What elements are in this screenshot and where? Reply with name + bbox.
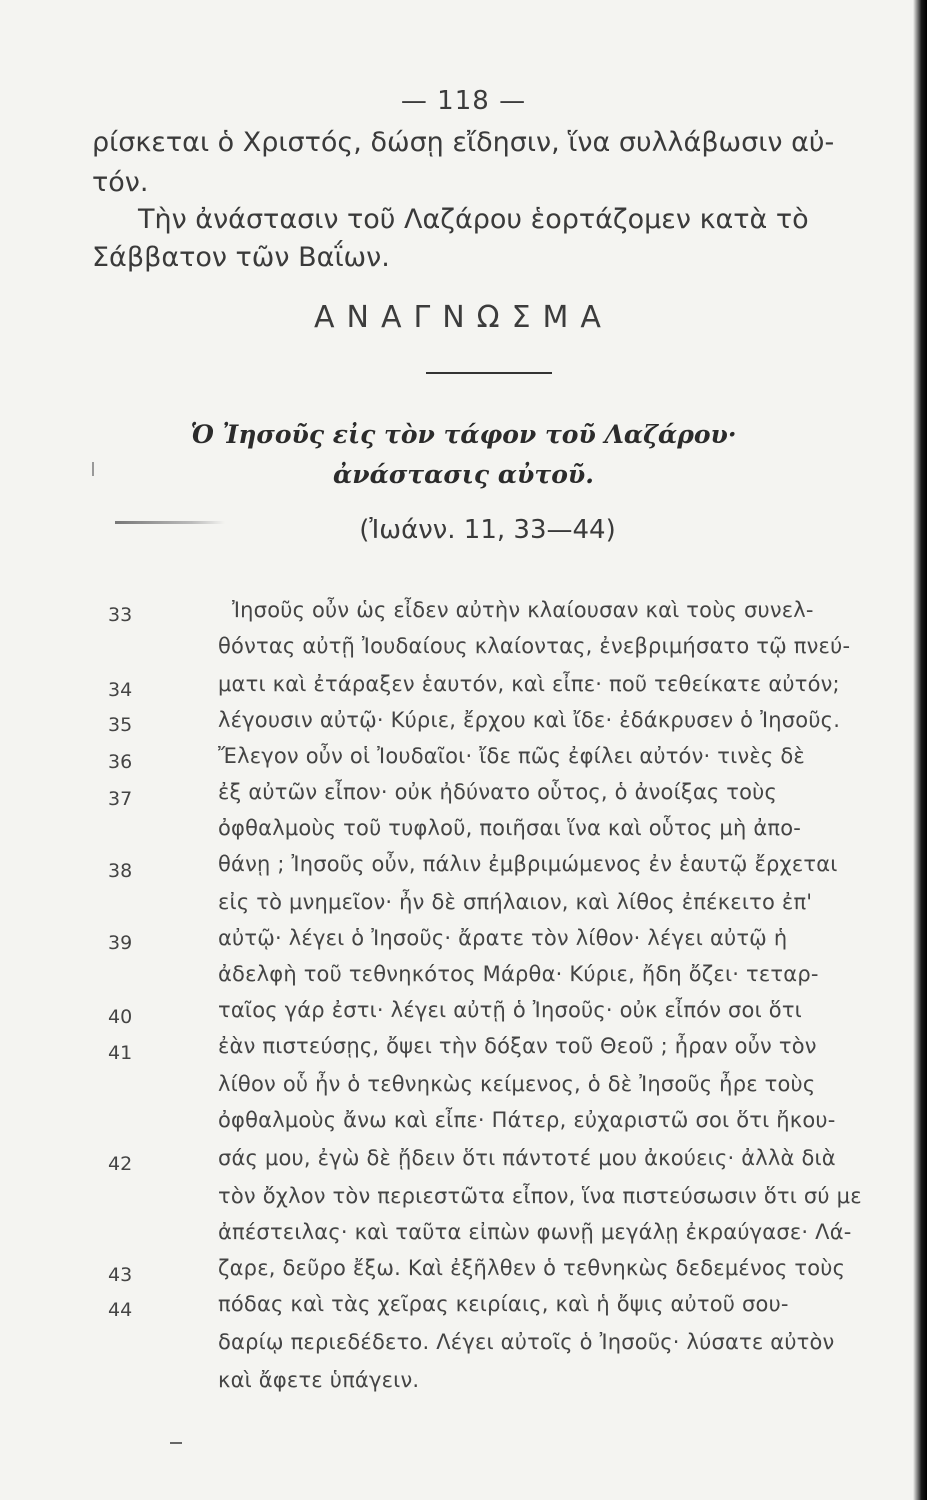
body-line: καὶ ἄφετε ὑπάγειν. (218, 1368, 420, 1392)
body-line: λίθον οὗ ἦν ὁ τεθνηκὼς κείμενος, ὁ δὲ Ἰησοῦς ἦρε τοὺς (218, 1072, 816, 1096)
intro-line: Σάββατον τῶν Βαΐων. (92, 242, 390, 273)
scripture-reference: (Ἰωάνν. 11, 33—44) (359, 515, 616, 545)
body-line: θάνῃ ; Ἰησοῦς οὖν, πάλιν ἐμβριμώμενος ἐν ἑαυτῷ ἔρχεται (218, 852, 838, 876)
verse-number: 35 (108, 714, 133, 736)
body-line: ματι καὶ ἐτάραξεν ἑαυτόν, καὶ εἶπε· ποῦ τεθείκατε αὐτόν; (218, 672, 840, 696)
intro-line: τόν. (92, 167, 149, 198)
body-line: θόντας αὐτῇ Ἰουδαίους κλαίοντας, ἐνεβριμήσατο τῷ πνεύ- (218, 634, 851, 658)
body-line: ζαρε, δεῦρο ἔξω. Καὶ ἐξῆλθεν ὁ τεθνηκὼς δεδεμένος τοὺς (218, 1256, 846, 1280)
verse-number: 33 (108, 604, 133, 626)
body-line: αὐτῷ· λέγει ὁ Ἰησοῦς· ἄρατε τὸν λίθον· λέγει αὐτῷ ἡ (218, 926, 788, 950)
verse-number: 36 (108, 751, 133, 773)
body-line: τὸν ὄχλον τὸν περιεστῶτα εἶπον, ἵνα πιστεύσωσιν ὅτι σύ με (218, 1184, 862, 1208)
margin-mark (92, 462, 94, 476)
verse-number: 34 (108, 679, 133, 701)
body-line: ἀπέστειλας· καὶ ταῦτα εἰπὼν φωνῇ μεγάλῃ ἐκραύγασε· Λά- (218, 1220, 852, 1244)
body-line: ἐὰν πιστεύσῃς, ὄψει τὴν δόξαν τοῦ Θεοῦ ; ἦραν οὖν τὸν (218, 1034, 817, 1058)
body-line: ταῖος γάρ ἐστι· λέγει αὐτῇ ὁ Ἰησοῦς· οὐκ εἶπόν σοι ὅτι (218, 998, 802, 1022)
body-line: δαρίῳ περιεδέδετο. Λέγει αὐτοῖς ὁ Ἰησοῦς· λύσατε αὐτὸν (218, 1330, 835, 1354)
body-line: πόδας καὶ τὰς χεῖρας κειρίαις, καὶ ἡ ὄψις αὐτοῦ σου- (218, 1292, 789, 1316)
body-line: λέγουσιν αὐτῷ· Κύριε, ἔρχου καὶ ἴδε· ἐδάκρυσεν ὁ Ἰησοῦς. (218, 708, 841, 732)
heading-rule (426, 372, 552, 374)
verse-number: 40 (108, 1006, 133, 1028)
reading-title: Ὁ Ἰησοῦς εἰς τὸν τάφον τοῦ Λαζάρου· (190, 420, 737, 449)
page-number: — 118 — (400, 86, 527, 116)
stray-mark (170, 1442, 182, 1444)
section-heading: ΑΝΑΓΝΩΣΜΑ (314, 300, 613, 335)
reading-subtitle: ἀνάστασις αὐτοῦ. (333, 460, 594, 489)
body-line: σάς μου, ἐγὼ δὲ ᾔδειν ὅτι πάντοτέ μου ἀκούεις· ἀλλὰ διὰ (218, 1146, 836, 1170)
verse-number: 39 (108, 932, 133, 954)
verse-number: 41 (108, 1042, 133, 1064)
verse-number: 38 (108, 860, 133, 882)
body-line: ἐξ αὐτῶν εἶπον· οὐκ ἠδύνατο οὗτος, ὁ ἀνοίξας τοὺς (218, 780, 778, 804)
body-line: ἀδελφὴ τοῦ τεθνηκότος Μάρθα· Κύριε, ἤδη ὄζει· τεταρ- (218, 962, 819, 986)
body-line: ὀφθαλμοὺς ἄνω καὶ εἶπε· Πάτερ, εὐχαριστῶ σοι ὅτι ἤκου- (218, 1108, 836, 1132)
body-line: Ἰησοῦς οὖν ὡς εἶδεν αὐτὴν κλαίουσαν καὶ τοὺς συνελ- (232, 598, 814, 622)
intro-line: ρίσκεται ὁ Χριστός, δώσῃ εἴδησιν, ἵνα συλλάβωσιν αὐ- (92, 127, 835, 158)
verse-number: 42 (108, 1153, 133, 1175)
body-line: εἰς τὸ μνημεῖον· ἦν δὲ σπήλαιον, καὶ λίθος ἐπέκειτο ἐπ' (218, 890, 813, 914)
verse-number: 43 (108, 1264, 133, 1286)
verse-number: 37 (108, 788, 133, 810)
verse-number: 44 (108, 1299, 133, 1321)
body-line: Ἔλεγον οὖν οἱ Ἰουδαῖοι· ἴδε πῶς ἐφίλει αὐτόν· τινὲς δὲ (218, 744, 805, 768)
body-line: ὀφθαλμοὺς τοῦ τυφλοῦ, ποιῆσαι ἵνα καὶ οὗτος μὴ ἀπο- (218, 816, 802, 840)
intro-line: Τὴν ἀνάστασιν τοῦ Λαζάρου ἑορτάζομεν κατὰ τὸ (138, 204, 809, 235)
